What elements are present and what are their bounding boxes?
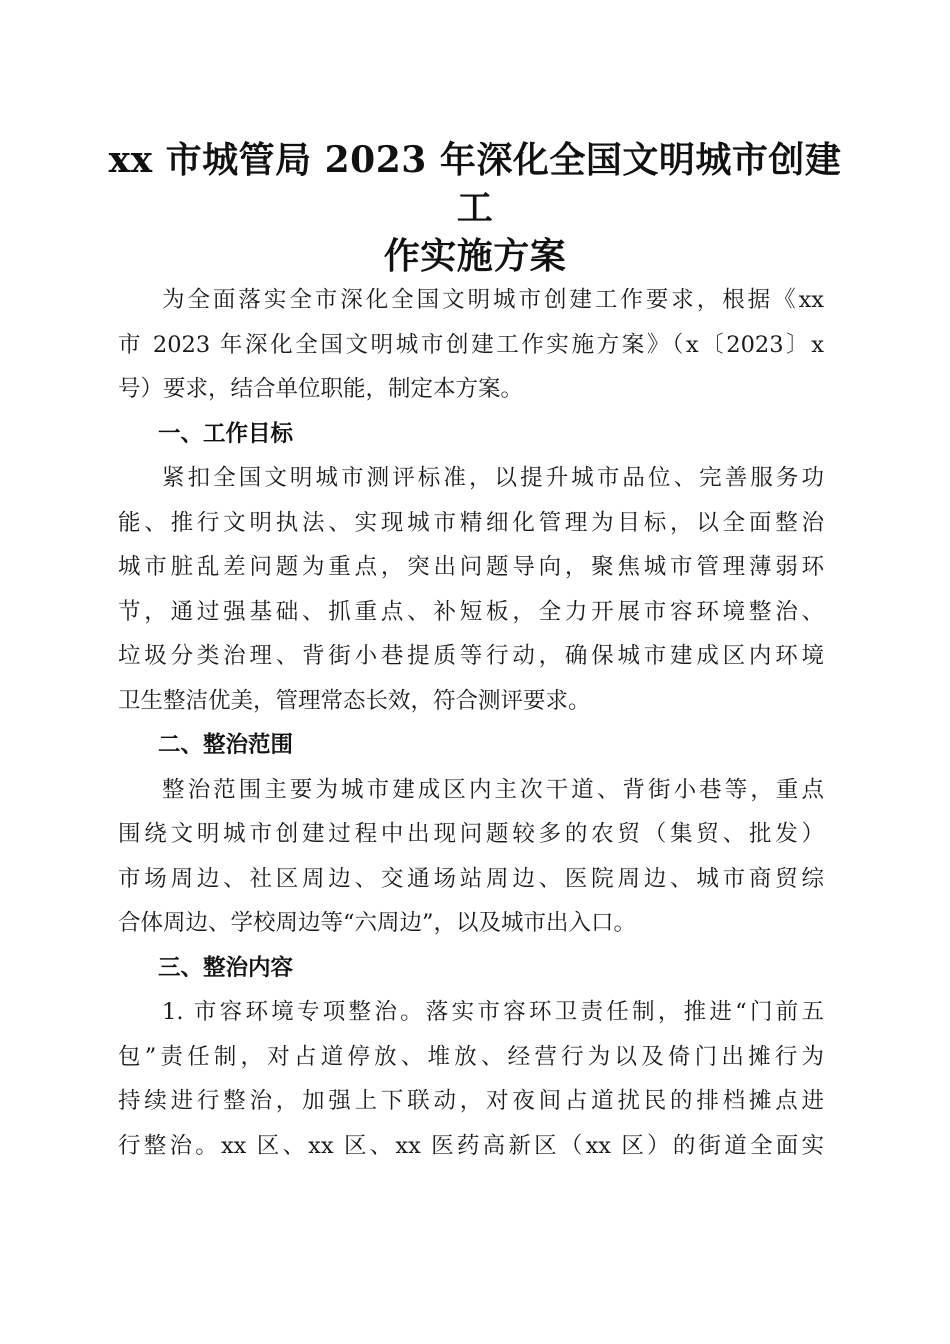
text-line: 为全面落实全市深化全国文明城市创建工作要求，根据《xx (162, 287, 824, 313)
text-line: 包”责任制，对占道停放、堆放、经营行为以及倚门出摊行为 (118, 1043, 824, 1070)
text-line: 市场周边、社区周边、交通场站周边、医院周边、城市商贸综 (118, 865, 824, 892)
title-line-1: xx 市城管局 2023 年深化全国文明城市创建工 (108, 139, 842, 229)
section-heading-content: 三、整治内容 (158, 954, 294, 981)
text-line: 市 2023 年深化全国文明城市创建工作实施方案》（x〔2023〕x (118, 331, 824, 358)
section-paragraph-content (118, 990, 824, 1168)
section-heading-scope: 二、整治范围 (158, 732, 294, 758)
document-title (100, 136, 850, 280)
document-body (118, 278, 824, 1168)
text-line: 紧扣全国文明城市测评标准，以提升城市品位、完善服务功 (162, 465, 824, 491)
section-paragraph-scope (118, 768, 824, 946)
text-line: 卫生整洁优美，管理常态长效，符合测评要求。 (118, 687, 591, 714)
text-line: 持续进行整治，加强上下联动，对夜间占道扰民的排档摊点进 (118, 1088, 824, 1114)
intro-paragraph (118, 278, 824, 412)
text-line: 围绕文明城市创建过程中出现问题较多的农贸（集贸、批发） (118, 821, 824, 847)
text-line: 合体周边、学校周边等“六周边”，以及城市出入口。 (118, 910, 637, 936)
text-line: 号）要求，结合单位职能，制定本方案。 (118, 376, 524, 402)
section-paragraph-goals (118, 456, 824, 723)
text-line: 城市脏乱差问题为重点，突出问题导向，聚焦城市管理薄弱环 (118, 554, 824, 580)
text-line: 节，通过强基础、抓重点、补短板，全力开展市容环境整治、 (118, 598, 824, 625)
text-line: 1. 市容环境专项整治。落实市容环卫责任制，推进“门前五 (162, 999, 824, 1025)
text-line: 整治范围主要为城市建成区内主次干道、背街小巷等，重点 (162, 776, 824, 803)
text-line: 行整治。xx 区、xx 区、xx 医药高新区（xx 区）的街道全面实 (118, 1132, 824, 1159)
text-line: 垃圾分类治理、背街小巷提质等行动，确保城市建成区内环境 (118, 643, 824, 669)
text-line: 能、推行文明执法、实现城市精细化管理为目标，以全面整治 (118, 509, 824, 536)
section-heading-goals: 一、工作目标 (158, 420, 294, 447)
title-line-2: 作实施方案 (383, 235, 567, 277)
